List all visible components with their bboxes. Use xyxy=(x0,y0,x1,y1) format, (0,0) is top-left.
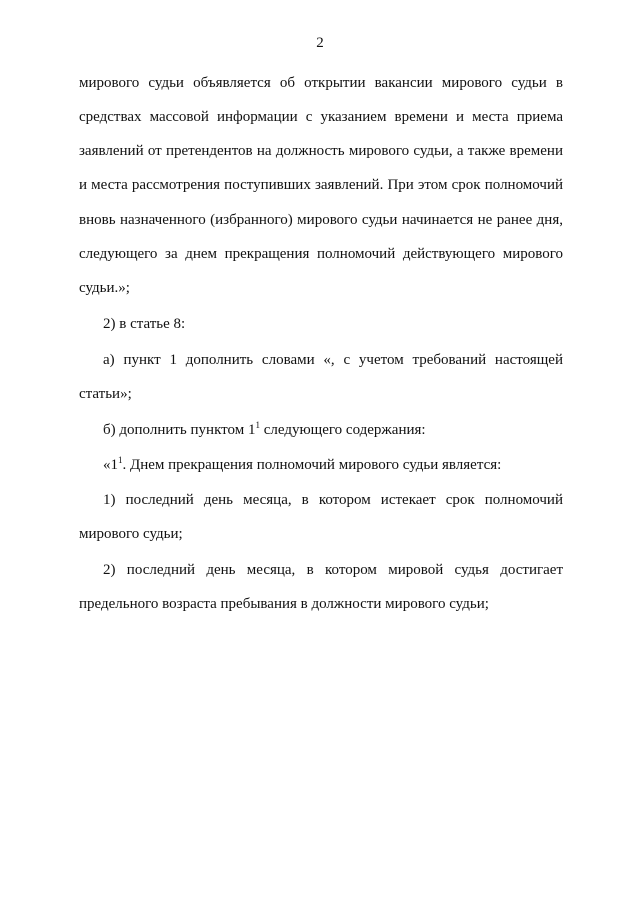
text-line: 1) последний день месяца, в котором истекает срок полномочий xyxy=(103,492,563,508)
text-line: 2) последний день месяца, в котором мировой судья достигает xyxy=(103,562,563,578)
superscript: 1 xyxy=(255,420,260,430)
text-line: мирового судьи; xyxy=(79,526,183,542)
text-line: предельного возраста пребывания в должности мирового судьи; xyxy=(79,596,489,612)
paragraph-5 xyxy=(103,455,563,475)
text-part: «1 xyxy=(103,457,118,473)
paragraph-4 xyxy=(103,420,563,440)
text-line: 2) в статье 8: xyxy=(103,316,186,332)
text-line: вновь назначенного (избранного) мирового судьи начинается не ранее дня, xyxy=(79,212,563,228)
text-line: а) пункт 1 дополнить словами «, с учетом требований настоящей xyxy=(103,352,563,368)
text-line: судьи.»; xyxy=(79,280,130,296)
page-number: 2 xyxy=(316,35,324,51)
text-line: статьи»; xyxy=(79,386,132,402)
text-line: средствах массовой информации с указанием времени и места приема xyxy=(79,109,563,125)
text-line: следующего за днем прекращения полномочий действующего мирового xyxy=(79,246,563,262)
text-line: и места рассмотрения поступивших заявлений. При этом срок полномочий xyxy=(79,177,563,193)
text-part: следующего содержания: xyxy=(259,422,426,438)
superscript: 1 xyxy=(118,455,123,465)
text-part: . Днем прекращения полномочий мирового судьи является: xyxy=(122,457,502,473)
text-line: мирового судьи объявляется об открытии вакансии мирового судьи в xyxy=(79,75,563,91)
text-line: заявлений от претендентов на должность мирового судьи, а также времени xyxy=(79,143,563,159)
text-part: б) дополнить пунктом 1 xyxy=(103,422,256,438)
